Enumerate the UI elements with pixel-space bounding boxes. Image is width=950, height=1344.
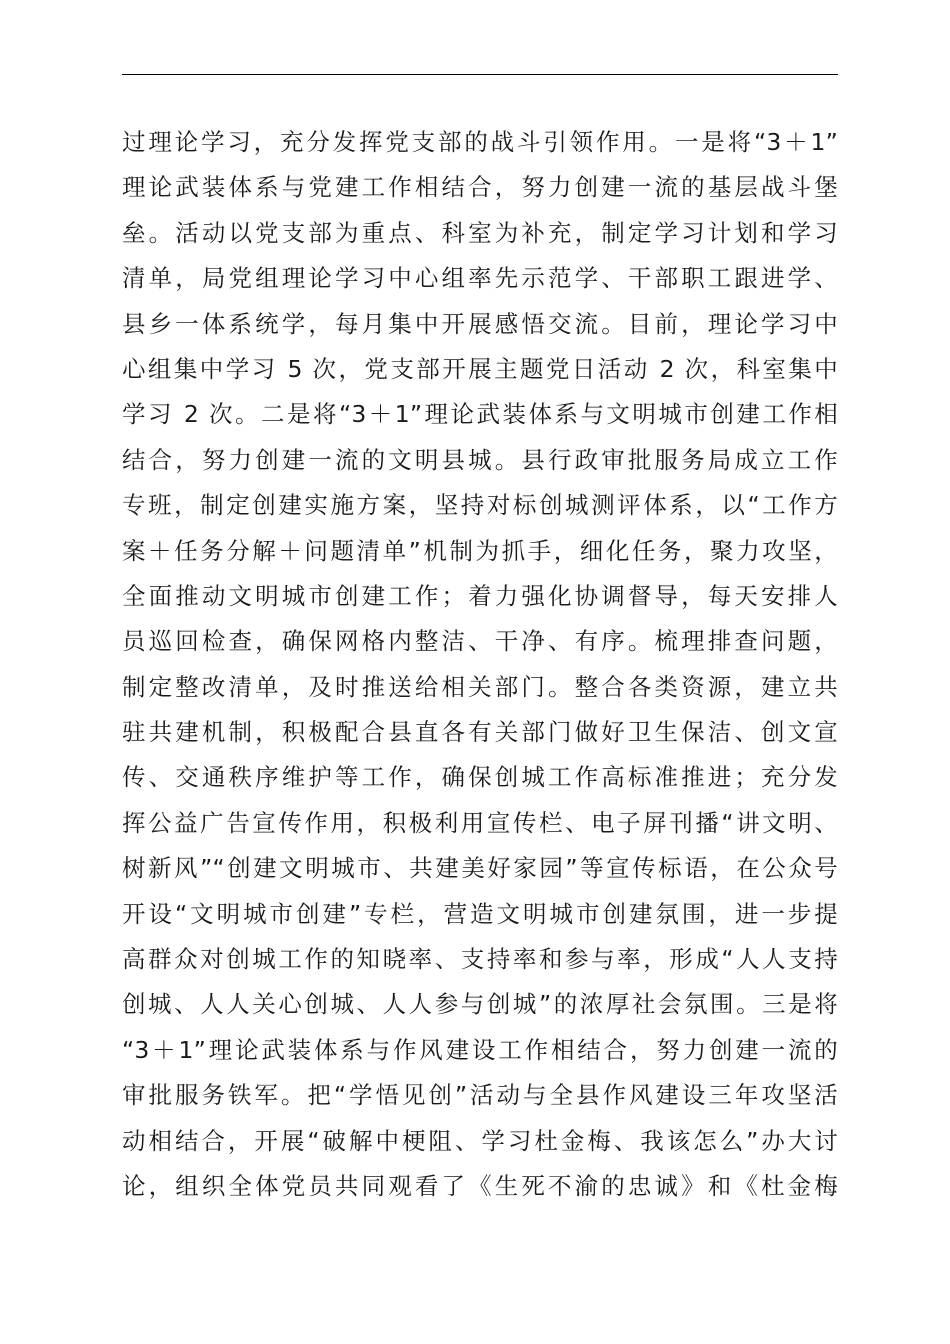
text-line: 县乡一体系统学，每月集中开展感悟交流。目前，理论学习中 xyxy=(122,309,838,338)
text-line: 创城、人人关心创城、人人参与创城”的浓厚社会氛围。三是将 xyxy=(122,990,838,1019)
text-line: 审批服务铁军。把“学悟见创”活动与全县作风建设三年攻坚活 xyxy=(122,1081,838,1110)
text-line: 全面推动文明城市创建工作；着力强化协调督导，每天安排人 xyxy=(122,581,838,610)
text-line: 员巡回检查，确保网格内整洁、干净、有序。梳理排查问题， xyxy=(122,627,838,656)
text-line: 结合，努力创建一流的文明县城。县行政审批服务局成立工作 xyxy=(122,445,838,474)
text-line: 清单，局党组理论学习中心组率先示范学、干部职工跟进学、 xyxy=(122,264,838,293)
text-line: 论，组织全体党员共同观看了《生死不渝的忠诚》和《杜金梅 xyxy=(122,1171,838,1200)
text-line: 学习 2 次。二是将“3＋1”理论武装体系与文明城市创建工作相 xyxy=(122,400,838,429)
text-line: 垒。活动以党支部为重点、科室为补充，制定学习计划和学习 xyxy=(122,218,838,247)
text-line: 传、交通秩序维护等工作，确保创城工作高标准推进；充分发 xyxy=(122,763,838,792)
text-line: 专班，制定创建实施方案，坚持对标创城测评体系，以“工作方 xyxy=(122,491,838,520)
header-rule xyxy=(122,74,838,75)
text-line: 驻共建机制，积极配合县直各有关部门做好卫生保洁、创文宣 xyxy=(122,718,838,747)
text-line: 过理论学习，充分发挥党支部的战斗引领作用。一是将“3＋1” xyxy=(122,128,838,156)
text-line: 心组集中学习 5 次，党支部开展主题党日活动 2 次，科室集中 xyxy=(122,354,838,383)
text-line: 树新风”“创建文明城市、共建美好家园”等宣传标语，在公众号 xyxy=(122,854,838,883)
text-line: 开设“文明城市创建”专栏，营造文明城市创建氛围，进一步提 xyxy=(122,899,838,928)
text-line: 动相结合，开展“破解中梗阻、学习杜金梅、我该怎么”办大讨 xyxy=(122,1126,838,1155)
text-line: 制定整改清单，及时推送给相关部门。整合各类资源，建立共 xyxy=(122,672,838,701)
text-line: 理论武装体系与党建工作相结合，努力创建一流的基层战斗堡 xyxy=(122,173,838,202)
text-line: 案＋任务分解＋问题清单”机制为抓手，细化任务，聚力攻坚， xyxy=(122,536,838,565)
body-paragraph xyxy=(122,120,838,1209)
text-line: “3＋1”理论武装体系与作风建设工作相结合，努力创建一流的 xyxy=(122,1035,838,1064)
text-line: 挥公益广告宣传作用，积极利用宣传栏、电子屏刊播“讲文明、 xyxy=(122,808,838,837)
text-line: 高群众对创城工作的知晓率、支持率和参与率，形成“人人支持 xyxy=(122,945,838,974)
